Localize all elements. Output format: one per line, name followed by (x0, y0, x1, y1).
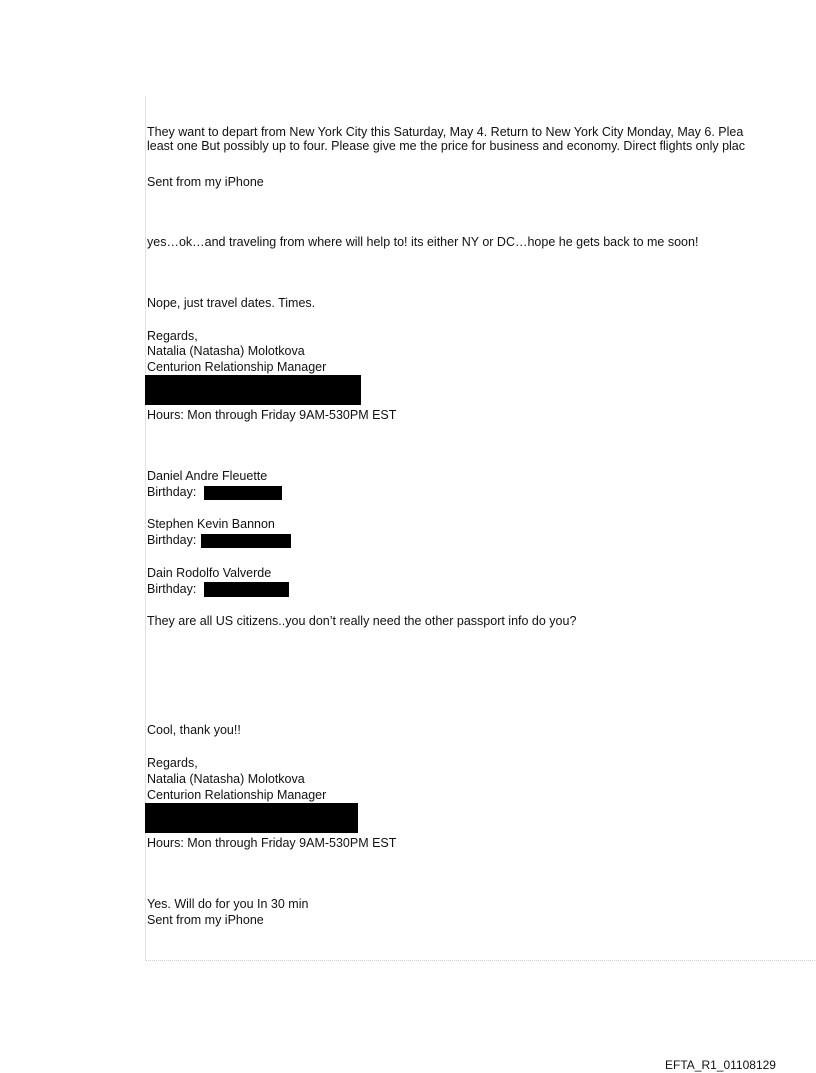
person-1-birthday-label: Birthday: (147, 485, 197, 499)
person-2-name: Stephen Kevin Bannon (147, 517, 275, 531)
message-4-question: They are all US citizens..you don’t really need the other passport info do you? (147, 614, 577, 628)
redaction-block (204, 486, 282, 500)
person-3-name: Dain Rodolfo Valverde (147, 566, 272, 580)
message-3-regards: Regards, (147, 329, 198, 343)
person-1-name: Daniel Andre Fleuette (147, 469, 268, 483)
redaction-block (145, 803, 358, 833)
message-6-signature: Sent from my iPhone (147, 913, 264, 927)
message-5-body: Cool, thank you!! (147, 723, 241, 737)
message-5-sender-title: Centurion Relationship Manager (147, 788, 327, 802)
document-id: EFTA_R1_01108129 (665, 1058, 776, 1072)
redaction-block (201, 534, 291, 548)
person-3-birthday-label: Birthday: (147, 582, 197, 596)
message-3-body: Nope, just travel dates. Times. (147, 296, 316, 310)
person-2-birthday-label: Birthday: (147, 533, 197, 547)
message-3-hours: Hours: Mon through Friday 9AM-530PM EST (147, 408, 397, 422)
message-1-line-1: They want to depart from New York City this Saturday, May 4. Return to New York City Monday, May 6. Plea (147, 125, 744, 139)
redaction-block (204, 582, 289, 597)
message-3-sender-name: Natalia (Natasha) Molotkova (147, 344, 305, 358)
message-5-regards: Regards, (147, 756, 198, 770)
message-5-hours: Hours: Mon through Friday 9AM-530PM EST (147, 836, 397, 850)
message-2-body: yes…ok…and traveling from where will help to! its either NY or DC…hope he gets back to me soon! (147, 235, 699, 249)
message-5-sender-name: Natalia (Natasha) Molotkova (147, 772, 305, 786)
message-6-body: Yes. Will do for you In 30 min (147, 897, 309, 911)
message-1-signature: Sent from my iPhone (147, 175, 264, 189)
message-1-line-2: least one But possibly up to four. Please give me the price for business and economy. Direct flights only plac (147, 139, 746, 153)
redaction-block (145, 375, 361, 405)
message-3-sender-title: Centurion Relationship Manager (147, 360, 327, 374)
